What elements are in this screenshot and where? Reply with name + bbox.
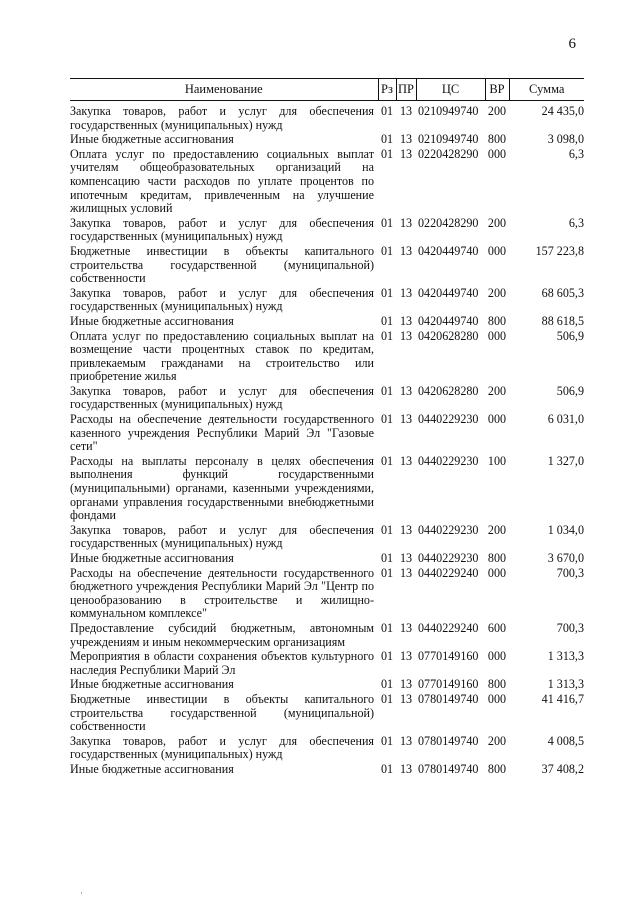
table-row bbox=[70, 735, 584, 763]
header-name: Наименование bbox=[70, 79, 378, 101]
table-row bbox=[70, 650, 584, 678]
table-row bbox=[70, 552, 584, 567]
cell-rz: 01 bbox=[380, 313, 394, 328]
cell-rz: 01 bbox=[380, 104, 394, 118]
cell-cs: 0210949740 bbox=[418, 132, 479, 147]
cell-rz: 01 bbox=[380, 691, 394, 706]
cell-name: Закупка товаров, работ и услуг для обеспечения государственных (муниципальных) нужд bbox=[70, 104, 374, 132]
cell-pr: 13 bbox=[399, 620, 413, 635]
cell-cs: 0420628280 bbox=[418, 328, 479, 343]
cell-name: Закупка товаров, работ и услуг для обеспечения государственных (муниципальных) нужд bbox=[70, 285, 374, 314]
cell-name: Закупка товаров, работ и услуг для обеспечения государственных (муниципальных) нужд bbox=[70, 215, 374, 244]
cell-vr: 800 bbox=[487, 313, 507, 328]
table-row bbox=[70, 385, 584, 413]
cell-sum: 6,3 bbox=[568, 146, 584, 161]
cell-name: Иные бюджетные ассигнования bbox=[70, 313, 234, 328]
cell-vr: 000 bbox=[487, 565, 507, 580]
cell-pr: 13 bbox=[399, 328, 413, 343]
table-row bbox=[70, 148, 584, 217]
table-row bbox=[70, 287, 584, 315]
table-row bbox=[70, 315, 584, 330]
header-pr: ПР bbox=[396, 79, 416, 101]
cell-sum: 6 031,0 bbox=[547, 412, 584, 427]
cell-sum: 37 408,2 bbox=[541, 761, 584, 776]
cell-rz: 01 bbox=[380, 328, 394, 343]
cell-rz: 01 bbox=[380, 146, 394, 161]
cell-vr: 200 bbox=[487, 733, 507, 748]
cell-pr: 13 bbox=[399, 104, 413, 118]
cell-name: Оплата услуг по предоставлению социальных выплат учителям общеобразовательных организаций на компенсацию части расходов по уплате процентов по ипотечным кредитам, привлеченным на улучшение жилищных условий bbox=[70, 146, 374, 216]
table-row bbox=[70, 763, 584, 778]
cell-sum: 68 605,3 bbox=[541, 285, 584, 300]
cell-cs: 0440229230 bbox=[418, 551, 479, 565]
table-row bbox=[70, 245, 584, 287]
header-cs: ЦС bbox=[416, 79, 485, 101]
cell-vr: 000 bbox=[487, 146, 507, 161]
cell-vr: 800 bbox=[487, 551, 507, 565]
cell-vr: 000 bbox=[487, 243, 507, 258]
cell-vr: 200 bbox=[487, 383, 507, 398]
cell-name: Бюджетные инвестиции в объекты капитального строительства государственной (муниципальной) собственности bbox=[70, 691, 374, 734]
cell-rz: 01 bbox=[380, 285, 394, 300]
cell-vr: 000 bbox=[487, 412, 507, 427]
header-vr: ВР bbox=[485, 79, 509, 101]
cell-cs: 0220428290 bbox=[418, 146, 479, 161]
cell-sum: 700,3 bbox=[556, 620, 584, 635]
cell-name: Закупка товаров, работ и услуг для обеспечения государственных (муниципальных) нужд bbox=[70, 383, 374, 412]
cell-cs: 0440229230 bbox=[418, 453, 479, 468]
cell-rz: 01 bbox=[380, 761, 394, 776]
table-body bbox=[70, 101, 584, 778]
cell-name: Иные бюджетные ассигнования bbox=[70, 677, 234, 692]
cell-name: Предоставление субсидий бюджетным, автономным учреждениям и иным некоммерческим организациям bbox=[70, 620, 374, 649]
cell-cs: 0440229240 bbox=[418, 620, 479, 635]
cell-rz: 01 bbox=[380, 551, 394, 565]
cell-pr: 13 bbox=[399, 691, 413, 706]
cell-sum: 157 223,8 bbox=[535, 243, 584, 258]
cell-rz: 01 bbox=[380, 383, 394, 398]
cell-name: Иные бюджетные ассигнования bbox=[70, 132, 234, 147]
cell-cs: 0780149740 bbox=[418, 733, 479, 748]
cell-cs: 0440229240 bbox=[418, 565, 479, 580]
cell-sum: 1 313,3 bbox=[547, 649, 584, 664]
cell-pr: 13 bbox=[399, 522, 413, 537]
cell-cs: 0420449740 bbox=[418, 243, 479, 258]
cell-pr: 13 bbox=[399, 412, 413, 427]
scan-mark: · bbox=[80, 888, 83, 898]
cell-name: Оплата услуг по предоставлению социальных выплат на возмещение части процентных ставок по кредитам, привлекаемым гражданами на строительство или приобретение жилья bbox=[70, 328, 374, 384]
cell-sum: 1 327,0 bbox=[547, 453, 584, 468]
cell-rz: 01 bbox=[380, 733, 394, 748]
cell-sum: 41 416,7 bbox=[541, 691, 584, 706]
cell-vr: 100 bbox=[487, 453, 507, 468]
cell-sum: 6,3 bbox=[568, 215, 584, 230]
cell-pr: 13 bbox=[399, 215, 413, 230]
cell-sum: 700,3 bbox=[556, 565, 584, 580]
cell-vr: 200 bbox=[487, 104, 507, 118]
cell-rz: 01 bbox=[380, 132, 394, 147]
cell-name: Иные бюджетные ассигнования bbox=[70, 761, 234, 776]
cell-name: Расходы на выплаты персоналу в целях обеспечения выполнения функций государственными (муниципальными) органами, казенными учреждениями, органами управления государственными внебюджетными фондами bbox=[70, 453, 374, 523]
page-number: 6 bbox=[568, 36, 576, 52]
table-row bbox=[70, 413, 584, 455]
cell-cs: 0420628280 bbox=[418, 383, 479, 398]
cell-name: Мероприятия в области сохранения объектов культурного наследия Республики Марий Эл bbox=[70, 649, 374, 677]
cell-cs: 0210949740 bbox=[418, 104, 479, 118]
cell-pr: 13 bbox=[399, 243, 413, 258]
cell-pr: 13 bbox=[399, 551, 413, 565]
cell-rz: 01 bbox=[380, 243, 394, 258]
table-row bbox=[70, 678, 584, 693]
header-sum: Сумма bbox=[509, 79, 584, 101]
cell-sum: 88 618,5 bbox=[541, 313, 584, 328]
table-row bbox=[70, 455, 584, 524]
cell-vr: 600 bbox=[487, 620, 507, 635]
cell-cs: 0780149740 bbox=[418, 691, 479, 706]
cell-vr: 200 bbox=[487, 285, 507, 300]
budget-table bbox=[70, 78, 584, 778]
cell-vr: 200 bbox=[487, 522, 507, 537]
table-row bbox=[70, 105, 584, 133]
cell-rz: 01 bbox=[380, 649, 394, 664]
cell-vr: 800 bbox=[487, 761, 507, 776]
cell-cs: 0770149160 bbox=[418, 677, 479, 692]
cell-cs: 0780149740 bbox=[418, 761, 479, 776]
cell-rz: 01 bbox=[380, 453, 394, 468]
cell-pr: 13 bbox=[399, 733, 413, 748]
cell-pr: 13 bbox=[399, 761, 413, 776]
cell-pr: 13 bbox=[399, 313, 413, 328]
cell-name: Бюджетные инвестиции в объекты капитального строительства государственной (муниципальной) собственности bbox=[70, 243, 374, 286]
cell-cs: 0440229230 bbox=[418, 522, 479, 537]
cell-sum: 506,9 bbox=[556, 328, 584, 343]
cell-pr: 13 bbox=[399, 383, 413, 398]
cell-cs: 0770149160 bbox=[418, 649, 479, 664]
cell-rz: 01 bbox=[380, 215, 394, 230]
cell-sum: 4 008,5 bbox=[547, 733, 584, 748]
table-header-row bbox=[70, 79, 584, 101]
cell-name: Иные бюджетные ассигнования bbox=[70, 551, 234, 565]
budget-table-container bbox=[70, 78, 584, 778]
table-row bbox=[70, 217, 584, 245]
cell-vr: 200 bbox=[487, 215, 507, 230]
cell-vr: 000 bbox=[487, 328, 507, 343]
cell-sum: 3 098,0 bbox=[547, 132, 584, 147]
cell-name: Расходы на обеспечение деятельности государственного бюджетного учреждения Республики Марий Эл "Центр по ценообразованию в строительстве и жилищно-коммунальном комплексе" bbox=[70, 565, 374, 621]
cell-sum: 1 313,3 bbox=[547, 677, 584, 692]
cell-cs: 0220428290 bbox=[418, 215, 479, 230]
cell-cs: 0420449740 bbox=[418, 285, 479, 300]
cell-name: Закупка товаров, работ и услуг для обеспечения государственных (муниципальных) нужд bbox=[70, 522, 374, 551]
cell-sum: 1 034,0 bbox=[547, 522, 584, 537]
cell-pr: 13 bbox=[399, 453, 413, 468]
cell-vr: 800 bbox=[487, 132, 507, 147]
cell-pr: 13 bbox=[399, 649, 413, 664]
cell-name: Расходы на обеспечение деятельности государственного казенного учреждения Республики Марий Эл "Газовые сети" bbox=[70, 412, 374, 454]
table-row bbox=[70, 622, 584, 650]
table-row bbox=[70, 133, 584, 148]
cell-rz: 01 bbox=[380, 565, 394, 580]
cell-rz: 01 bbox=[380, 412, 394, 427]
cell-pr: 13 bbox=[399, 677, 413, 692]
cell-sum: 506,9 bbox=[556, 383, 584, 398]
cell-rz: 01 bbox=[380, 522, 394, 537]
cell-cs: 0440229230 bbox=[418, 412, 479, 427]
table-row bbox=[70, 524, 584, 552]
cell-pr: 13 bbox=[399, 132, 413, 147]
cell-pr: 13 bbox=[399, 146, 413, 161]
table-row bbox=[70, 693, 584, 735]
cell-sum: 3 670,0 bbox=[547, 551, 584, 565]
cell-rz: 01 bbox=[380, 620, 394, 635]
table-row bbox=[70, 330, 584, 385]
cell-pr: 13 bbox=[399, 565, 413, 580]
cell-sum: 24 435,0 bbox=[541, 104, 584, 118]
cell-name: Закупка товаров, работ и услуг для обеспечения государственных (муниципальных) нужд bbox=[70, 733, 374, 762]
cell-vr: 000 bbox=[487, 691, 507, 706]
cell-vr: 800 bbox=[487, 677, 507, 692]
cell-pr: 13 bbox=[399, 285, 413, 300]
table-row bbox=[70, 567, 584, 622]
header-rz: Рз bbox=[378, 79, 396, 101]
cell-rz: 01 bbox=[380, 677, 394, 692]
cell-vr: 000 bbox=[487, 649, 507, 664]
cell-cs: 0420449740 bbox=[418, 313, 479, 328]
